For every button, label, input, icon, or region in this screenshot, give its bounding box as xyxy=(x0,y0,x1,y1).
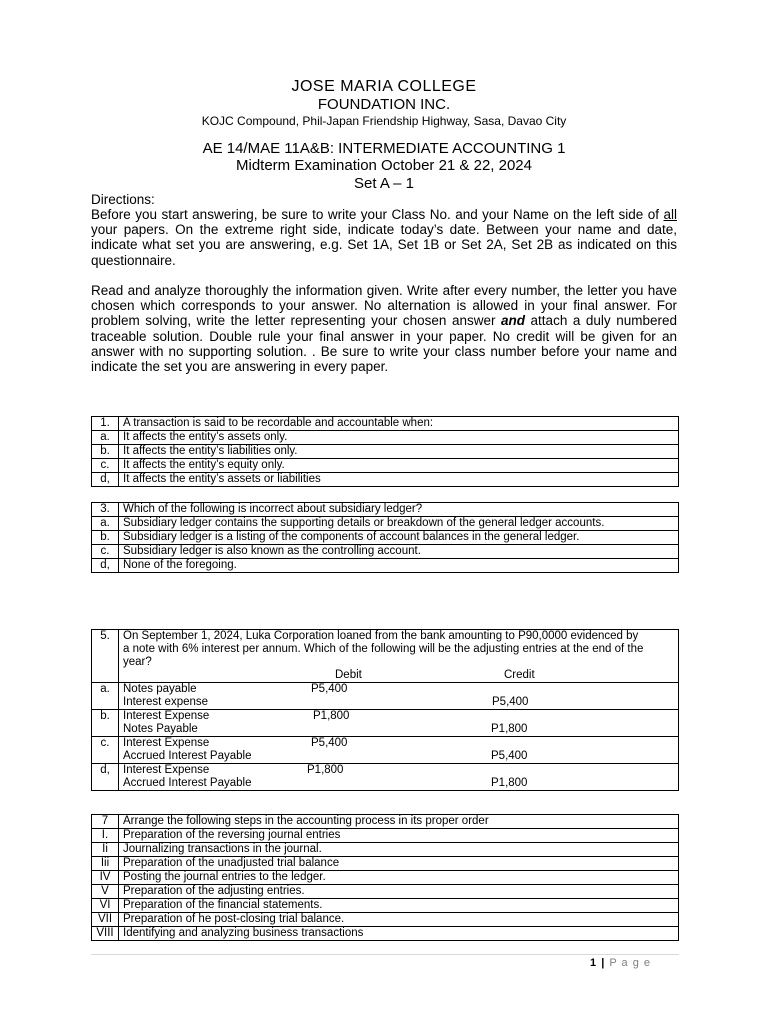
step-text: Preparation of the unadjusted trial balance xyxy=(119,857,679,871)
option-row xyxy=(92,517,679,531)
question-row xyxy=(92,417,679,431)
option-letter: d, xyxy=(92,559,119,573)
option-row xyxy=(92,459,679,473)
step-numeral: Iii xyxy=(92,857,119,871)
credit-account: Accrued Interest Payable xyxy=(123,750,252,762)
step-row xyxy=(92,899,679,913)
step-numeral: V xyxy=(92,885,119,899)
step-numeral: VI xyxy=(92,899,119,913)
option-letter: c. xyxy=(92,737,119,764)
option-row xyxy=(92,445,679,459)
step-row xyxy=(92,871,679,885)
option-entry xyxy=(119,737,679,764)
option-row xyxy=(92,710,679,737)
debit-amount: P1,800 xyxy=(313,710,350,722)
question-text: A transaction is said to be recordable and accountable when: xyxy=(119,417,679,431)
step-text: Identifying and analyzing business transactions xyxy=(119,927,679,941)
option-letter: a. xyxy=(92,683,119,710)
credit-account: Accrued Interest Payable xyxy=(123,777,252,789)
option-letter: b. xyxy=(92,710,119,737)
option-text: It affects the entity’s assets only. xyxy=(119,431,679,445)
option-text: Subsidiary ledger is a listing of the components of account balances in the general ledger. xyxy=(119,531,679,545)
footer-divider xyxy=(91,954,679,955)
debit-account: Interest Expense xyxy=(123,710,210,722)
option-text: It affects the entity’s assets or liabilities xyxy=(119,473,679,487)
option-entry xyxy=(119,683,679,710)
step-numeral: IV xyxy=(92,871,119,885)
page-label: P a g e xyxy=(609,957,651,969)
step-row xyxy=(92,829,679,843)
option-letter: a. xyxy=(92,431,119,445)
option-row xyxy=(92,473,679,487)
option-letter: d, xyxy=(92,473,119,487)
credit-account: Notes Payable xyxy=(123,723,198,735)
option-text: It affects the entity’s liabilities only. xyxy=(119,445,679,459)
debit-account: Interest Expense xyxy=(123,764,210,776)
step-text: Preparation of the financial statements. xyxy=(119,899,679,913)
credit-header: Credit xyxy=(504,669,535,681)
step-text: Preparation of the adjusting entries. xyxy=(119,885,679,899)
credit-amount: P1,800 xyxy=(491,777,528,789)
question-1-table xyxy=(91,416,679,487)
option-letter: b. xyxy=(92,531,119,545)
option-row xyxy=(92,683,679,710)
college-name: JOSE MARIA COLLEGE xyxy=(291,78,477,95)
question-7-table xyxy=(91,814,679,941)
step-numeral: I. xyxy=(92,829,119,843)
option-entry xyxy=(119,710,679,737)
step-text: Posting the journal entries to the ledger. xyxy=(119,871,679,885)
question-3-table xyxy=(91,502,679,573)
credit-amount: P5,400 xyxy=(492,696,529,708)
option-letter: c. xyxy=(92,545,119,559)
step-text: Journalizing transactions in the journal. xyxy=(119,843,679,857)
option-letter: c. xyxy=(92,459,119,473)
exam-title: Midterm Examination October 21 & 22, 2024 xyxy=(236,157,532,174)
directions-label: Directions: xyxy=(91,192,155,207)
step-row xyxy=(92,857,679,871)
step-row xyxy=(92,927,679,941)
option-entry xyxy=(119,764,679,791)
question-text: On September 1, 2024, Luka Corporation loaned from the bank amounting to P90,0000 evidenced by a note with 6% interest per annum. Which of the following will be the adjusting entries at the end of the year? xyxy=(123,630,644,668)
question-number: 3. xyxy=(92,503,119,517)
debit-account: Notes payable xyxy=(123,683,197,695)
option-text: None of the foregoing. xyxy=(119,559,679,573)
credit-account: Interest expense xyxy=(123,696,209,708)
question-number: 1. xyxy=(92,417,119,431)
foundation-name: FOUNDATION INC. xyxy=(317,96,451,113)
directions-paragraph-2: Read and analyze thoroughly the information given. Write after every number, the letter you have chosen which corresponds to your answer. No alternation is allowed in your final answer. For problem solving, write the letter representing your chosen answer and attach a duly numbered traceable solution. Double rule your final answer in your paper. No credit will be given for an answer with no supporting solution. . Be sure to write your class number before your name and indicate the set you are answering in every paper. xyxy=(91,283,677,375)
option-row xyxy=(92,545,679,559)
question-row xyxy=(92,630,679,683)
credit-amount: P5,400 xyxy=(491,750,528,762)
question-text-cell xyxy=(119,630,679,683)
footer-separator: | xyxy=(601,957,606,969)
step-row xyxy=(92,843,679,857)
option-row xyxy=(92,431,679,445)
step-numeral: Ii xyxy=(92,843,119,857)
debit-account: Interest Expense xyxy=(123,737,210,749)
option-letter: b. xyxy=(92,445,119,459)
option-row xyxy=(92,531,679,545)
question-5-table xyxy=(91,629,679,791)
option-row xyxy=(92,764,679,791)
option-row xyxy=(92,737,679,764)
page-footer xyxy=(590,957,651,969)
exam-set: Set A – 1 xyxy=(353,175,415,192)
course-title: AE 14/MAE 11A&B: INTERMEDIATE ACCOUNTING 1 xyxy=(202,140,566,157)
option-row xyxy=(92,559,679,573)
option-letter: d, xyxy=(92,764,119,791)
option-letter: a. xyxy=(92,517,119,531)
credit-amount: P1,800 xyxy=(491,723,528,735)
college-address: KOJC Compound, Phil-Japan Friendship Highway, Sasa, Davao City xyxy=(201,114,567,128)
step-text: Preparation of he post-closing trial balance. xyxy=(119,913,679,927)
question-number: 5. xyxy=(92,630,119,683)
question-text: Arrange the following steps in the accounting process in its proper order xyxy=(119,815,679,829)
question-row xyxy=(92,815,679,829)
question-text: Which of the following is incorrect about subsidiary ledger? xyxy=(119,503,679,517)
debit-amount: P1,800 xyxy=(307,764,344,776)
debit-amount: P5,400 xyxy=(311,737,348,749)
question-number: 7 xyxy=(92,815,119,829)
debit-amount: P5,400 xyxy=(311,683,348,695)
step-row xyxy=(92,913,679,927)
option-text: It affects the entity’s equity only. xyxy=(119,459,679,473)
option-text: Subsidiary ledger is also known as the controlling account. xyxy=(119,545,679,559)
option-text: Subsidiary ledger contains the supporting details or breakdown of the general ledger accounts. xyxy=(119,517,679,531)
directions-paragraph-1: Before you start answering, be sure to write your Class No. and your Name on the left side of all your papers. On the extreme right side, indicate today’s date. Between your name and date, indicate what set you are answering, e.g. Set 1A, Set 1B or Set 2A, Set 2B as indicated on this questionnaire. xyxy=(91,207,677,268)
step-numeral: VII xyxy=(92,913,119,927)
page-number: 1 xyxy=(590,957,598,969)
step-row xyxy=(92,885,679,899)
question-row xyxy=(92,503,679,517)
step-text: Preparation of the reversing journal entries xyxy=(119,829,679,843)
debit-header: Debit xyxy=(335,669,362,681)
step-numeral: VIII xyxy=(92,927,119,941)
